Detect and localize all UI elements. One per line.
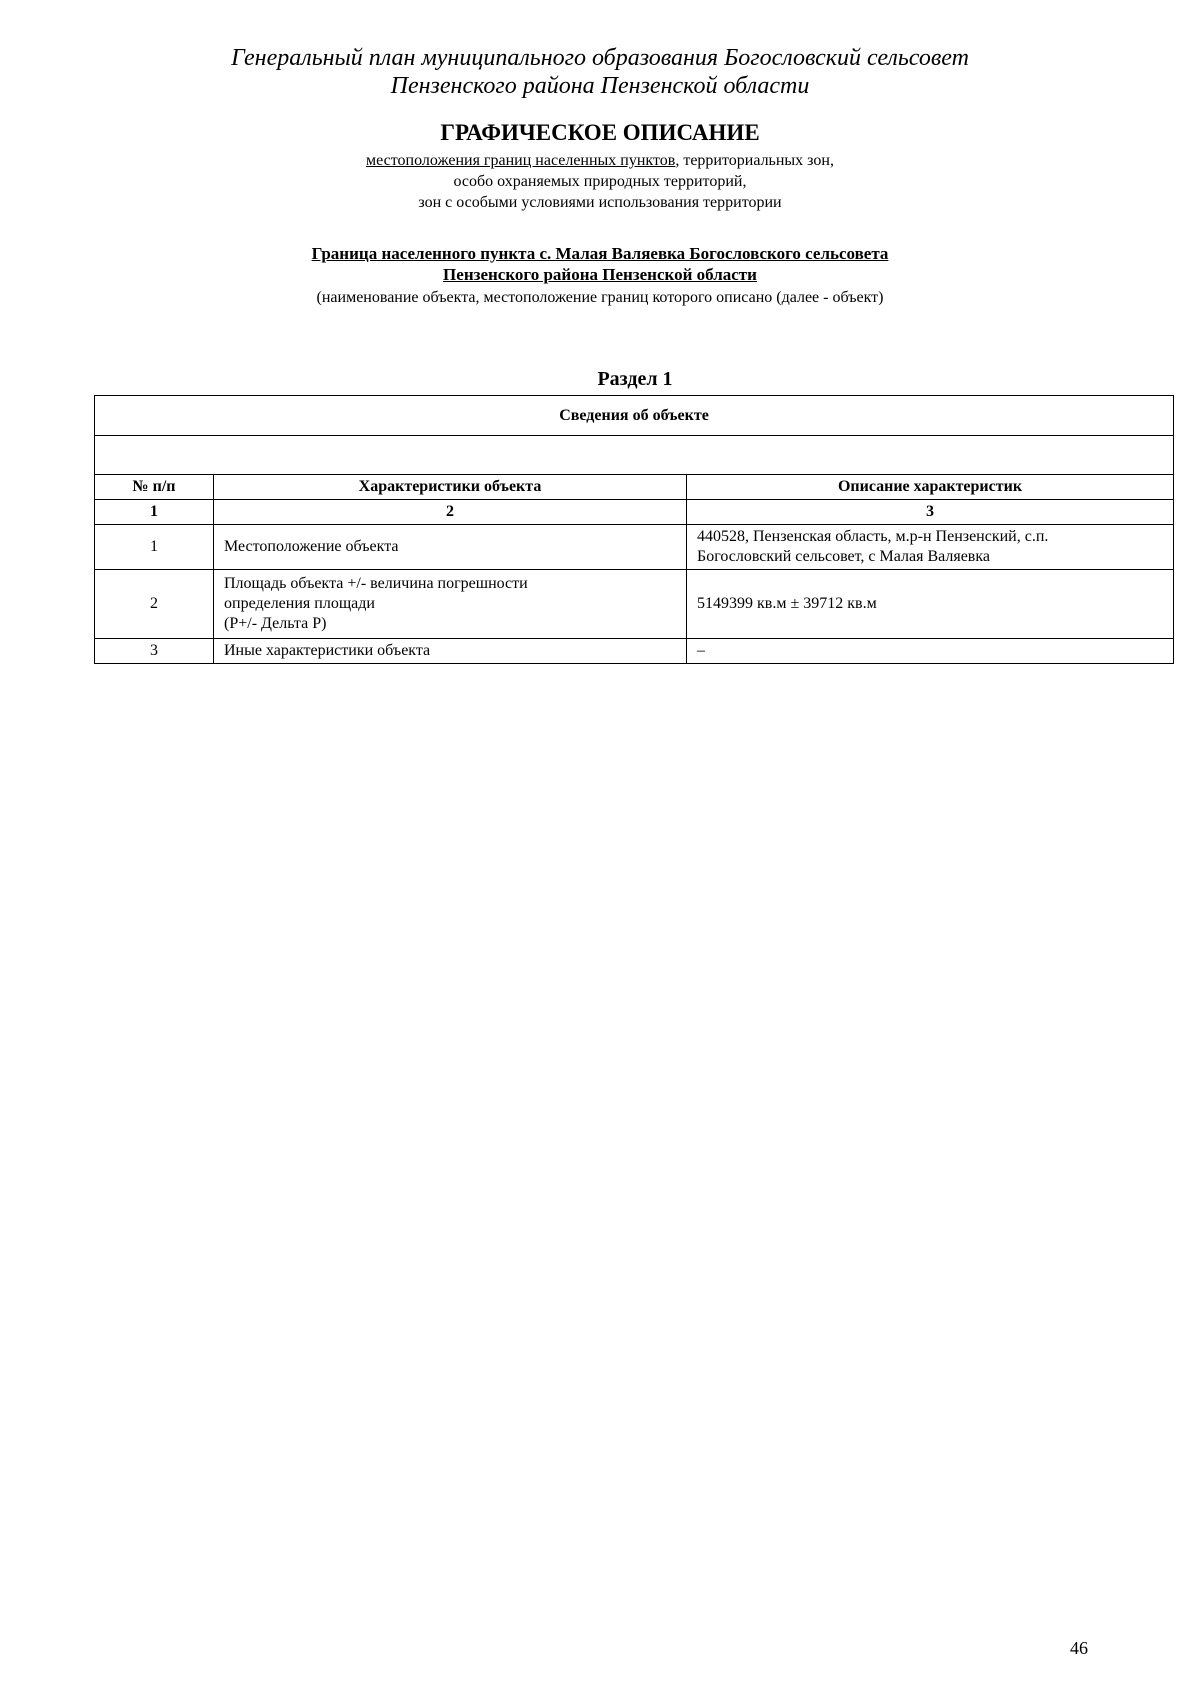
- header-line-1: Генеральный план муниципального образования Богословский сельсовет: [231, 45, 969, 71]
- row-number: 3: [95, 639, 214, 664]
- column-number-3: 3: [687, 500, 1174, 525]
- document-header: [0, 44, 1200, 100]
- table-row: [95, 570, 1174, 639]
- table-title-row: [95, 396, 1174, 436]
- row-characteristic: [214, 570, 687, 639]
- table-column-numbers-row: [95, 500, 1174, 525]
- table-blank-cell: [95, 436, 1174, 475]
- object-name: [0, 243, 1200, 285]
- row-characteristic: [214, 639, 687, 664]
- table-header-row: [95, 475, 1174, 500]
- characteristic-line: Иные характеристики объекта: [224, 642, 431, 659]
- page-title: ГРАФИЧЕСКОЕ ОПИСАНИЕ: [440, 120, 760, 145]
- section-title: Раздел 1: [597, 368, 673, 390]
- characteristic-line: (Р+/- Дельта Р): [224, 615, 327, 632]
- description-line: Богословский сельсовет, с Малая Валяевка: [697, 548, 990, 565]
- row-number: 2: [95, 570, 214, 639]
- characteristic-line: Местоположение объекта: [224, 538, 399, 555]
- object-caption: (наименование объекта, местоположение границ которого описано (далее - объект): [316, 289, 884, 306]
- object-name-line-1: Граница населенного пункта с. Малая Валяевка Богословского сельсовета: [311, 244, 889, 263]
- column-header-number: № п/п: [95, 475, 214, 500]
- characteristic-line: определения площади: [224, 595, 375, 612]
- table-row: [95, 639, 1174, 664]
- table-blank-row: [95, 436, 1174, 475]
- row-description: [687, 639, 1174, 664]
- subtitle-underlined-text: местоположения границ населенных пунктов: [366, 152, 676, 169]
- subtitle-line-1: [0, 150, 1200, 171]
- subtitle: [0, 150, 1200, 213]
- subtitle-line-3: зон с особыми условиями использования территории: [418, 194, 782, 211]
- description-line: 5149399 кв.м ± 39712 кв.м: [697, 595, 877, 612]
- column-number-1: 1: [95, 500, 214, 525]
- row-description: [687, 570, 1174, 639]
- subtitle-line-1-rest: , территориальных зон,: [675, 152, 834, 169]
- row-characteristic: [214, 525, 687, 570]
- column-number-2: 2: [214, 500, 687, 525]
- header-line-2: Пензенского района Пензенской области: [390, 73, 810, 99]
- description-line: –: [697, 642, 705, 659]
- table-title: Сведения об объекте: [95, 396, 1174, 436]
- column-header-description: Описание характеристик: [687, 475, 1174, 500]
- subtitle-line-2: особо охраняемых природных территорий,: [453, 173, 747, 190]
- row-description: [687, 525, 1174, 570]
- object-info-table: [94, 395, 1174, 664]
- description-line: 440528, Пензенская область, м.р-н Пензенский, с.п.: [697, 528, 1049, 545]
- page-number: 46: [1070, 1638, 1088, 1658]
- object-name-line-2: Пензенского района Пензенской области: [443, 265, 757, 284]
- characteristic-line: Площадь объекта +/- величина погрешности: [224, 575, 528, 592]
- table-row: [95, 525, 1174, 570]
- row-number: 1: [95, 525, 214, 570]
- column-header-characteristic: Характеристики объекта: [214, 475, 687, 500]
